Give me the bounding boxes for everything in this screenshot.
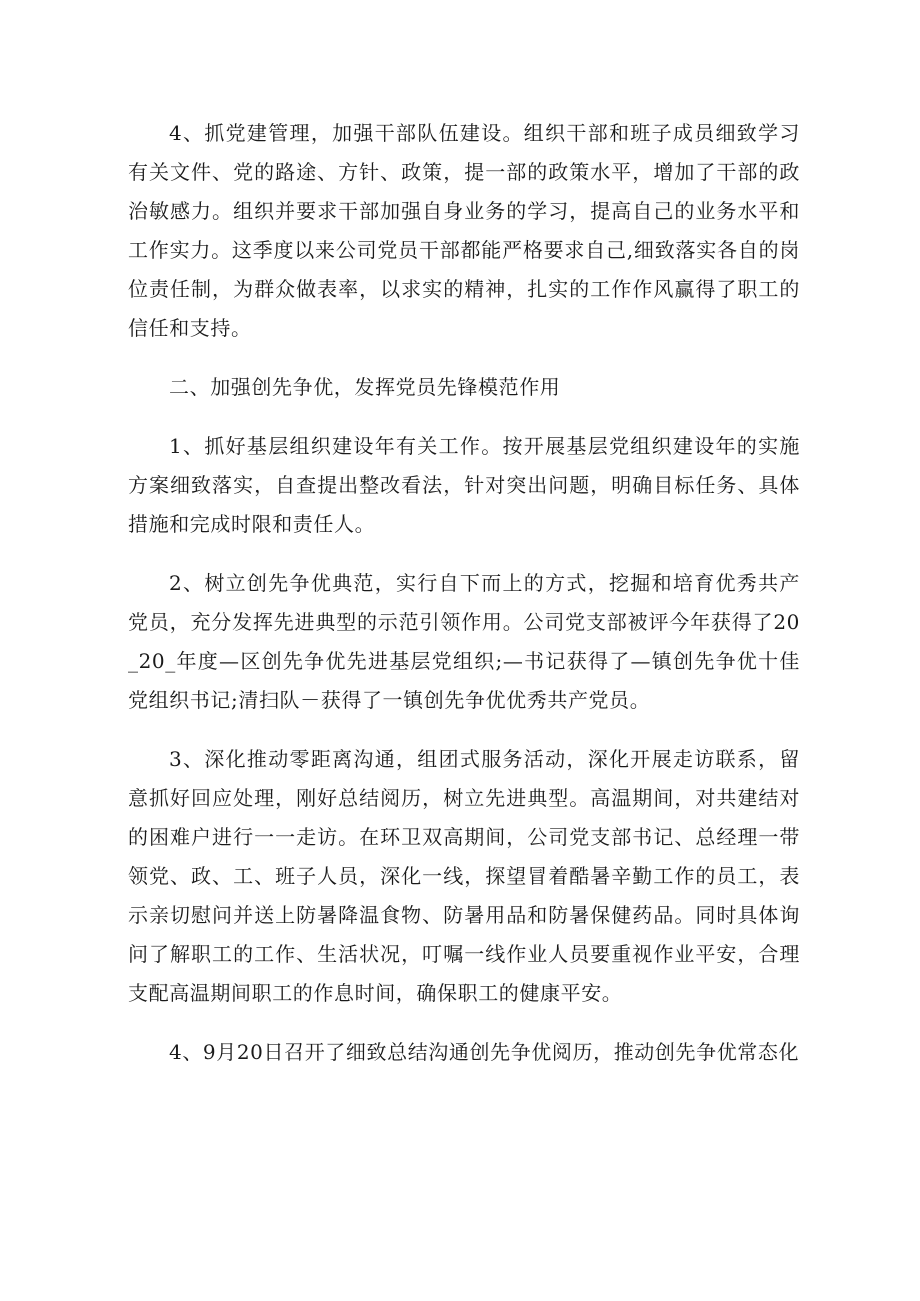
paragraph-model-examples: 2、树立创先争优典范，实行自下而上的方式，挖掘和培育优秀共产党员，充分发挥先进典型的示范引领作用。公司党支部被评今年获得了20_20_年度—区创先争优先进基层党组织;—书记获得了—镇创先争优十佳党组织书记;清扫队－获得了一镇创先争优优秀共产党员。	[128, 571, 800, 712]
paragraph-party-building-management: 4、抓党建管理，加强干部队伍建设。组织干部和班子成员细致学习有关文件、党的路途、方针、政策，提一部的政策水平，增加了干部的政治敏感力。组织并要求干部加强自身业务的学习，提高自己的业务水平和工作实力。这季度以来公司党员干部都能严格要求自己,细致落实各自的岗位责任制，为群众做表率，以求实的精神，扎实的工作作风赢得了职工的信任和支持。	[128, 121, 800, 340]
paragraph-zero-distance-communication: 3、深化推动零距离沟通，组团式服务活动，深化开展走访联系，留意抓好回应处理，刚好总结阅历，树立先进典型。高温期间，对共建结对的困难户进行一一走访。在环卫双高期间，公司党支部书记、总经理一带领党、政、工、班子人员，深化一线，探望冒着酷暑辛勤工作的员工，表示亲切慰问并送上防暑降温食物、防暑用品和防暑保健药品。同时具体询问了解职工的工作、生活状况，叮嘱一线作业人员要重视作业平安，合理支配高温期间职工的作息时间，确保职工的健康平安。	[128, 747, 800, 1005]
paragraph-september-meeting: 4、9月20日召开了细致总结沟通创先争优阅历，推动创先争优常态化	[169, 1040, 800, 1064]
section-heading-excellence-campaign: 二、加强创先争优，发挥党员先锋模范作用	[169, 375, 561, 399]
paragraph-grassroots-organization: 1、抓好基层组织建设年有关工作。按开展基层党组织建设年的实施方案细致落实，自查提出整改看法，针对突出问题，明确目标任务、具体措施和完成时限和责任人。	[128, 434, 800, 536]
document-body	[128, 114, 800, 1092]
